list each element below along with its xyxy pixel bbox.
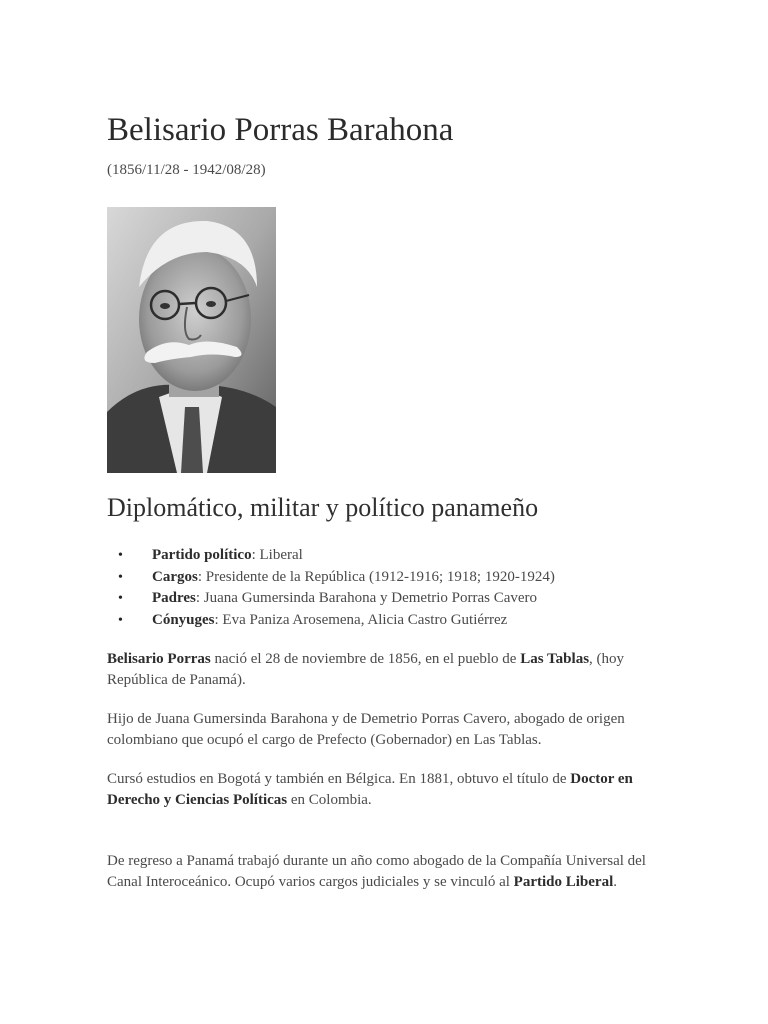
fact-value: : Juana Gumersinda Barahona y Demetrio Porras Cavero [195,590,538,606]
bold-degree: Doctor en Derecho y Ciencias Políticas [107,771,633,808]
bold-party: Partido Liberal [513,874,614,890]
text-run: en Colombia. [287,792,372,808]
paragraph-studies [107,769,667,811]
paragraph-career [107,851,667,893]
text-run: De regreso a Panamá trabajó durante un año como abogado de la Compañía Universal del Canal Interoceánico. Ocupó varios cargos judiciales y se vinculó al [107,853,646,890]
page-title: Belisario Porras Barahona [107,112,454,148]
list-item [107,588,555,610]
bullet-icon: • [118,591,123,606]
portrait-image [107,207,276,473]
fact-value: : Liberal [251,547,303,563]
text-run: Cursó estudios en Bogotá y también en Bélgica. En 1881, obtuvo el título de [107,771,571,787]
list-item [107,610,555,632]
bold-name: Belisario Porras [107,651,211,667]
bullet-icon: • [118,548,123,563]
list-item [107,567,555,589]
paragraph-parents [107,709,667,751]
fact-value: : Eva Paniza Arosemena, Alicia Castro Gutiérrez [214,611,508,628]
bullet-icon: • [118,612,123,628]
text-run: Hijo de Juana Gumersinda Barahona y de Demetrio Porras Cavero, abogado de origen colombiano que ocupó el cargo de Prefecto (Gobernador) en Las Tablas. [107,711,625,748]
list-item [107,545,555,567]
paragraph-birth [107,649,667,691]
text-run: nació el 28 de noviembre de 1856, en el pueblo de [210,651,521,667]
text-run: . [613,874,617,890]
bold-place: Las Tablas [520,651,590,667]
facts-list [107,545,555,631]
bullet-icon: • [118,569,123,585]
fact-label: Cargos [152,568,198,585]
fact-label: Padres [152,590,196,606]
section-heading: Diplomático, militar y político panameño [107,493,539,522]
fact-value: : Presidente de la República (1912-1916; 1918; 1920-1924) [197,568,555,585]
fact-label: Cónyuges [152,611,215,628]
text-run: , (hoy República de Panamá). [107,651,625,688]
fact-label: Partido político [152,547,252,563]
portrait-photo [107,207,276,473]
life-dates: (1856/11/28 - 1942/08/28) [107,162,266,178]
